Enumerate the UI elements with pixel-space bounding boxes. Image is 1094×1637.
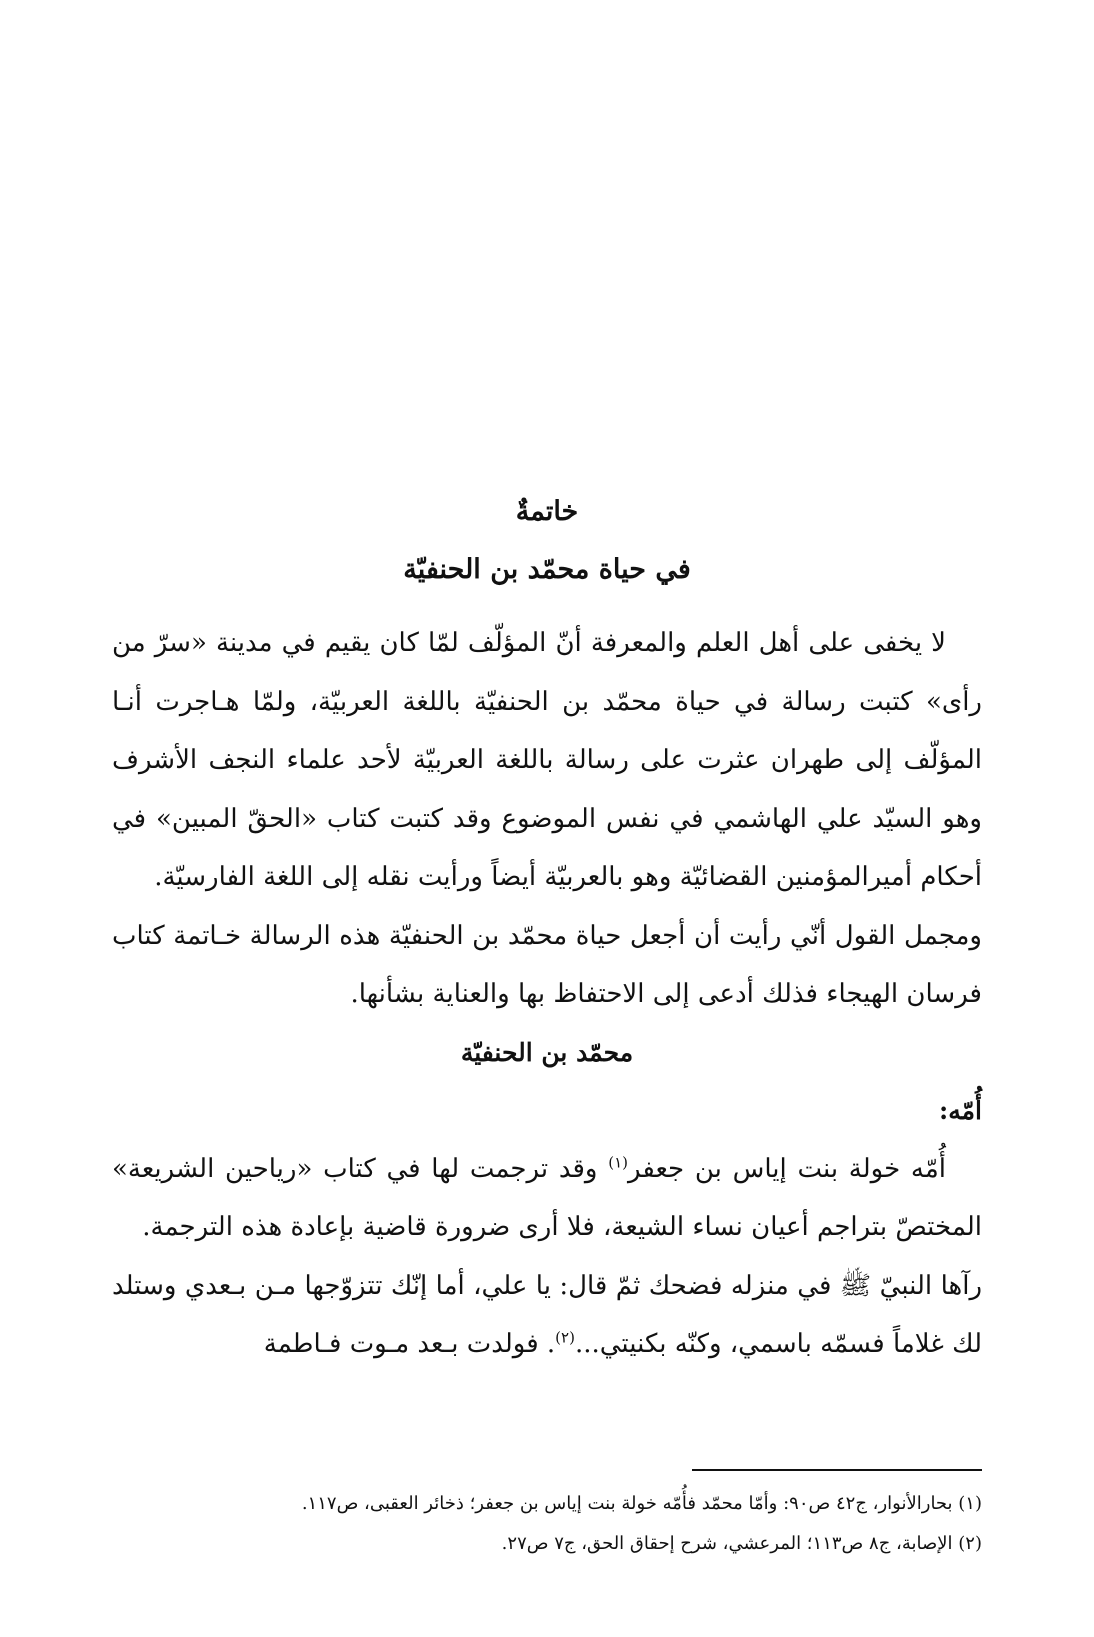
footnote-divider	[692, 1469, 982, 1471]
body-text	[112, 614, 982, 1374]
summary-paragraph: ومجمل القول أنّي رأيت أن أجعل حياة محمّد بن الحنفيّة هذه الرسالة خـاتمة كتاب فرسان الهيجاء فذلك أدعى إلى الاحتفاظ بها والعناية بشأنها.	[112, 920, 982, 1009]
page-content	[112, 490, 982, 1374]
prophet-text-part2: . فولدت بـعد مـوت فـاطمة	[263, 1329, 556, 1359]
footnote-1: (١) بحارالأنوار، ج٤٢ ص٩٠: وأمّا محمّد فأُمّه خولة بنت إياس بن جعفر؛ ذخائر العقبى، ص١١٧.	[301, 1493, 982, 1514]
chapter-title: خاتمةٌ	[515, 496, 579, 527]
mother-text-part2: وقد ترجمت لها في كتاب «رياحين الشريعة» المختصّ بتراجم أعيان نساء الشيعة، فلا أرى ضرورة قاضية بإعادة هذه الترجمة.	[112, 1153, 982, 1242]
prophet-text-part1: رآها النبيّ ﷺ في منزله فضحك ثمّ قال: يا علي، أما إنّك تتزوّجها مـن بـعدي وستلد لك غلاماً فسمّه باسمي، وكنّه بكنيتي...	[112, 1270, 982, 1359]
mother-paragraph	[112, 1140, 982, 1257]
section-heading: محمّد بن الحنفيّة	[460, 1037, 634, 1067]
footnote-2: (٢) الإصابة، ج٨ ص١١٣؛ المرعشي، شرح إحقاق الحق، ج٧ ص٢٧.	[501, 1533, 982, 1554]
chapter-subtitle: في حياة محمّد بن الحنفيّة	[403, 554, 691, 585]
footnotes	[112, 1484, 982, 1564]
footnote-ref-2: (٢)	[555, 1328, 575, 1347]
mother-text-part1: أُمّه خولة بنت إياس بن جعفر	[627, 1153, 946, 1184]
prophet-paragraph	[112, 1257, 982, 1374]
intro-paragraph: لا يخفى على أهل العلم والمعرفة أنّ المؤلّف لمّا كان يقيم في مدينة «سرّ من رأى» كتبت رسالة في حياة محمّد بن الحنفيّة باللغة العربيّة، ولمّا هـاجرت أنـا المؤلّف إلى طهران عثرت على رسالة باللغة العربيّة لأحد علماء النجف الأشرف وهو السيّد علي الهاشمي في نفس الموضوع وقد كتبت كتاب «الحقّ المبين» في أحكام أميرالمؤمنين القضائيّة وهو بالعربيّة أيضاً ورأيت نقله إلى اللغة الفارسيّة.	[112, 628, 982, 892]
mother-label: أُمّه:	[939, 1095, 982, 1125]
footnote-ref-1: (١)	[608, 1152, 628, 1171]
